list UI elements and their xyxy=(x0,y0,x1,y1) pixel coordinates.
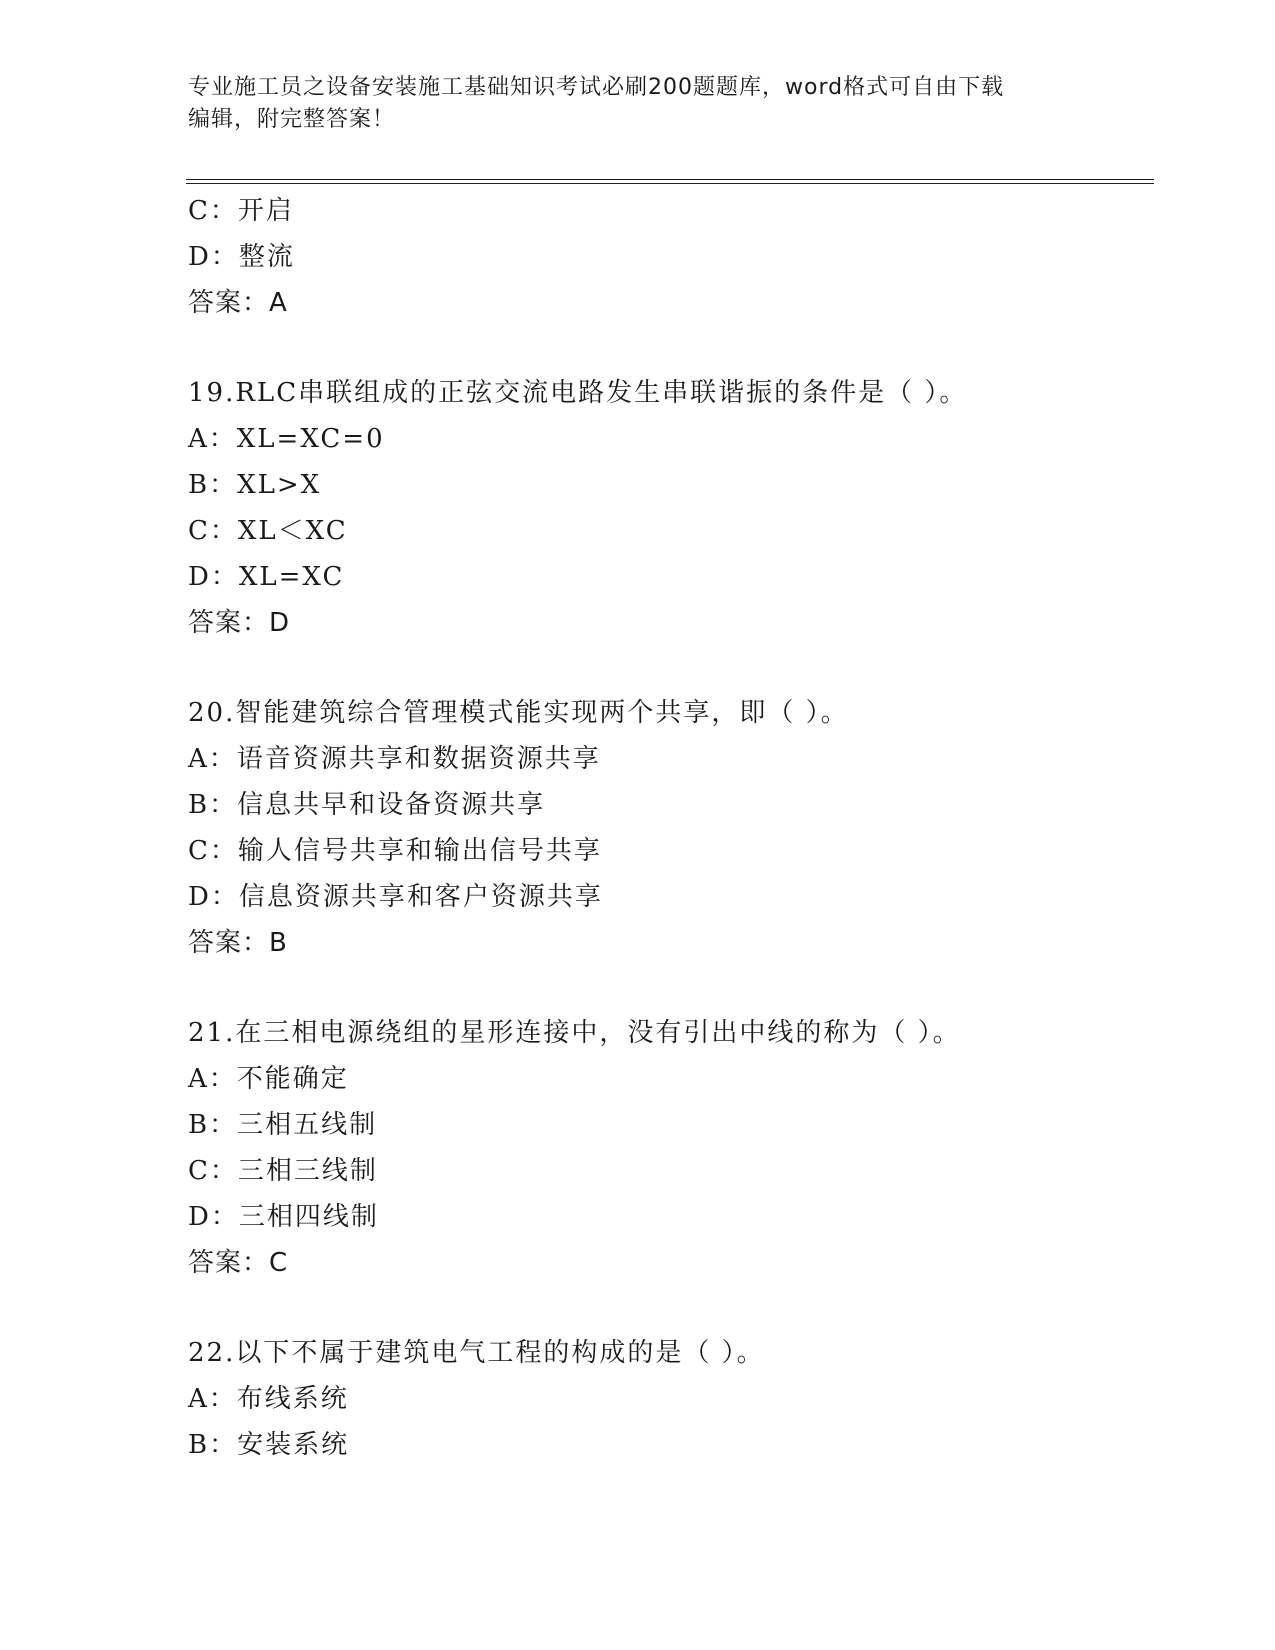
answer: 答案：B xyxy=(188,928,288,958)
option-c: C：输人信号共享和输出信号共享 xyxy=(188,836,602,866)
question-20 xyxy=(188,690,1148,966)
option-d: D：XL=XC xyxy=(188,562,345,592)
header-rule-bottom xyxy=(186,183,1154,184)
option-d: D：信息资源共享和客户资源共享 xyxy=(188,882,603,912)
question-21 xyxy=(188,1010,1148,1286)
header-line-2: 编辑，附完整答案！ xyxy=(188,107,396,132)
option-b: B：信息共早和设备资源共享 xyxy=(188,790,546,820)
answer: 答案：C xyxy=(188,1248,289,1278)
question-list xyxy=(188,188,1148,1468)
header-rule-top xyxy=(186,179,1154,180)
option-d: D：三相四线制 xyxy=(188,1202,379,1232)
question-continued xyxy=(188,188,1148,326)
option-c: C：三相三线制 xyxy=(188,1156,378,1186)
question-19 xyxy=(188,370,1148,646)
option-c: C：XL＜XC xyxy=(188,516,348,546)
option-a: A：布线系统 xyxy=(188,1384,349,1414)
option-d: D：整流 xyxy=(188,242,295,272)
question-stem: 22.以下不属于建筑电气工程的构成的是（ ）。 xyxy=(188,1338,765,1368)
document-header xyxy=(188,72,1088,136)
answer: 答案：D xyxy=(188,608,291,638)
option-a: A：不能确定 xyxy=(188,1064,349,1094)
option-a: A：语音资源共享和数据资源共享 xyxy=(188,744,601,774)
option-c: C：开启 xyxy=(188,196,294,226)
option-b: B：三相五线制 xyxy=(188,1110,378,1140)
header-line-1: 专业施工员之设备安装施工基础知识考试必刷200题题库，word格式可自由下载 xyxy=(188,75,1005,100)
question-stem: 21.在三相电源绕组的星形连接中，没有引出中线的称为（ ）。 xyxy=(188,1018,961,1048)
option-b: B：XL>X xyxy=(188,470,322,500)
question-22 xyxy=(188,1330,1148,1468)
option-a: A：XL=XC=0 xyxy=(188,424,385,454)
question-stem: 19.RLC串联组成的正弦交流电路发生串联谐振的条件是（ ）。 xyxy=(188,378,968,408)
option-b: B：安装系统 xyxy=(188,1430,350,1460)
answer: 答案：A xyxy=(188,288,288,318)
question-stem: 20.智能建筑综合管理模式能实现两个共享，即（ ）。 xyxy=(188,698,849,728)
